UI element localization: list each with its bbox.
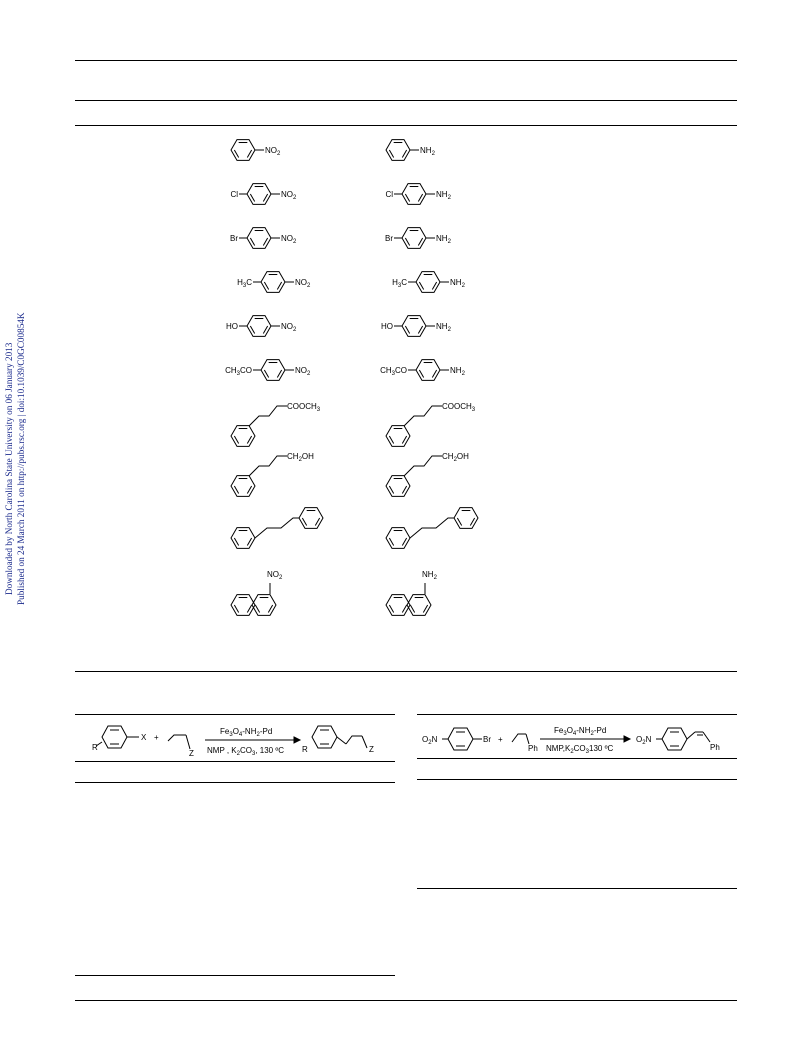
atom-label: $NH_2$ <box>436 322 451 333</box>
conditions-label: NMP , $K_2CO_3$, 130 ºC <box>207 746 285 757</box>
table-body-rule <box>75 125 737 126</box>
product-r-label: R <box>302 745 308 754</box>
atom-label: $NH_2$ <box>420 146 435 157</box>
product-structure <box>380 500 530 556</box>
heck-scheme-model <box>420 722 736 756</box>
table3-scheme-rule <box>417 758 737 759</box>
product-structure <box>380 565 530 621</box>
atom-label: $NH_2$ <box>436 190 451 201</box>
table2-bottom-rule <box>75 975 395 976</box>
table2-scheme-rule <box>75 761 395 762</box>
table3-top-rule <box>417 714 737 715</box>
table-bottom-rule <box>75 671 737 672</box>
substrate-structure <box>225 398 375 454</box>
nitro-label: $O_2N$ <box>422 735 438 746</box>
plus-sign: + <box>154 733 159 742</box>
page-bottom-rule <box>75 1000 737 1001</box>
atom-label: $NH_2$ <box>436 234 451 245</box>
atom-label: Br <box>385 234 393 243</box>
atom-label: $CH_3CO$ <box>225 366 252 377</box>
atom-label: $CH_2OH$ <box>442 452 469 463</box>
table3-bottom-rule <box>417 888 737 889</box>
bromo-label: Br <box>483 735 491 744</box>
table3-header-rule <box>417 779 737 780</box>
catalyst-label: $Fe_3O_4-NH_2-Pd$ <box>554 726 607 737</box>
atom-label: $CH_3CO$ <box>380 366 407 377</box>
atom-label: $NO_2$ <box>281 190 297 201</box>
atom-label: $CH_2OH$ <box>287 452 314 463</box>
substrate-structure <box>225 565 375 621</box>
phenyl-label: Ph <box>528 744 538 753</box>
atom-label: HO <box>226 322 238 331</box>
atom-label: $NO_2$ <box>281 322 297 333</box>
z-group-label: Z <box>189 749 194 758</box>
download-notice <box>0 265 40 605</box>
product-z-label: Z <box>369 745 374 754</box>
atom-label: $NH_2$ <box>450 278 465 289</box>
product-structure <box>380 398 530 454</box>
product-phenyl-label: Ph <box>710 743 720 752</box>
r-group-label: R <box>92 743 98 752</box>
product-nitro-label: $O_2N$ <box>636 735 652 746</box>
catalyst-label: $Fe_3O_4-NH_2-Pd$ <box>220 727 273 738</box>
atom-label: Cl <box>230 190 238 199</box>
conditions-label: $NMP,K_2CO_3130$ ºC <box>546 744 614 755</box>
leaving-group-label: X <box>141 733 147 742</box>
download-notice-line2: Published on 24 March 2011 on http://pubs.rsc.org | doi:10.1039/C0GC00854K <box>16 312 26 605</box>
table2-header-rule <box>75 782 395 783</box>
atom-label: $NO_2$ <box>295 278 311 289</box>
table-header-rule <box>75 100 737 101</box>
atom-label: HO <box>381 322 393 331</box>
atom-label: $NH_2$ <box>422 570 437 581</box>
download-notice-line1: Downloaded by North Carolina State University on 06 January 2013 <box>4 342 14 595</box>
atom-label: $NH_2$ <box>450 366 465 377</box>
substrate-structure <box>225 500 375 556</box>
substrate-structure <box>225 448 375 504</box>
atom-label: $NO_2$ <box>295 366 311 377</box>
atom-label: $NO_2$ <box>265 146 281 157</box>
atom-label: Br <box>230 234 238 243</box>
atom-label: $COOCH_3$ <box>442 402 476 413</box>
atom-label: $H_3C$ <box>237 278 252 289</box>
atom-label: $COOCH_3$ <box>287 402 321 413</box>
atom-label: $NO_2$ <box>281 234 297 245</box>
atom-label: $NO_2$ <box>267 570 283 581</box>
product-structure <box>380 448 530 504</box>
table-top-rule <box>75 60 737 61</box>
atom-label: $H_3C$ <box>392 278 407 289</box>
heck-scheme-general <box>90 722 390 760</box>
table2-top-rule <box>75 714 395 715</box>
atom-label: Cl <box>385 190 393 199</box>
plus-sign: + <box>498 735 503 744</box>
